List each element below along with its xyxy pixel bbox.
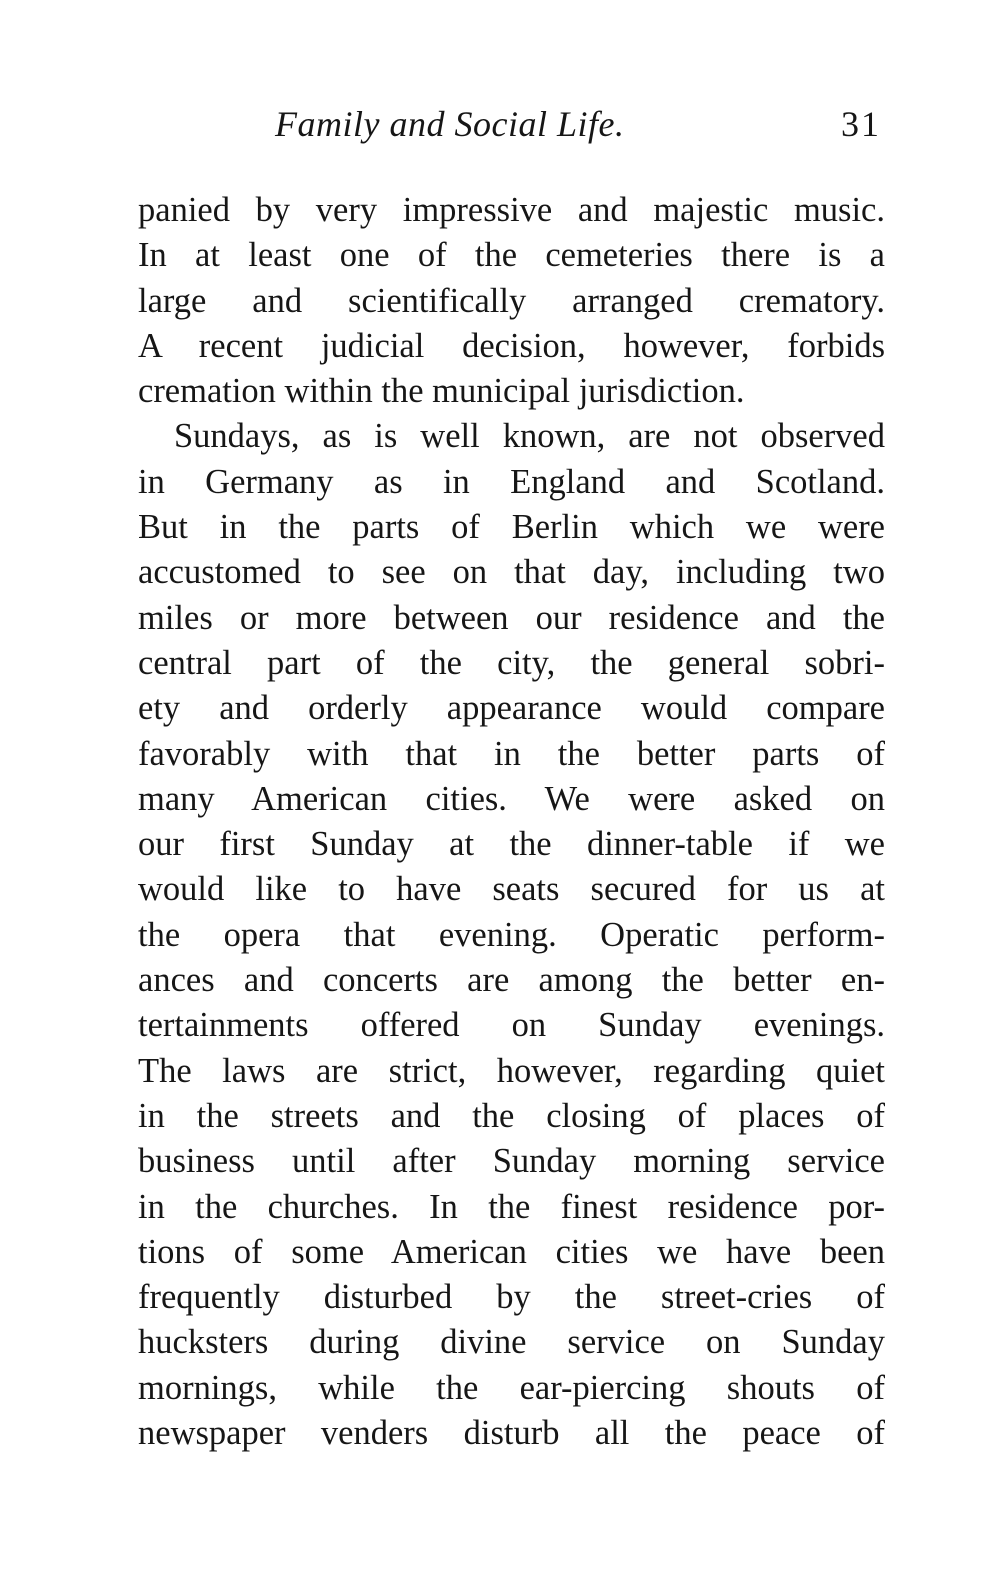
text-line: cremation within the municipal jurisdiction. xyxy=(138,372,745,411)
text-line: accustomed to see on that day, including two xyxy=(138,553,885,592)
page-header xyxy=(138,103,885,153)
text-line: ety and orderly appearance would compare xyxy=(138,689,885,728)
text-line: frequently disturbed by the street-cries of xyxy=(138,1278,885,1317)
page-number: 31 xyxy=(841,104,881,144)
paragraph xyxy=(138,188,885,414)
text-line: central part of the city, the general sobri- xyxy=(138,643,885,682)
text-line: many American cities. We were asked on xyxy=(138,779,885,818)
text-line: In at least one of the cemeteries there is a xyxy=(138,236,885,275)
text-line: panied by very impressive and majestic music. xyxy=(138,191,885,229)
text-line: in the churches. In the finest residence por- xyxy=(138,1187,885,1226)
text-line: would like to have seats secured for us at xyxy=(138,870,885,909)
text-line: tions of some American cities we have been xyxy=(138,1232,885,1271)
text-line: tertainments offered on Sunday evenings. xyxy=(138,1006,885,1045)
text-line: large and scientifically arranged crematory. xyxy=(138,281,885,320)
text-line: The laws are strict, however, regarding quiet xyxy=(138,1051,885,1090)
text-line: business until after Sunday morning service xyxy=(138,1142,885,1181)
text-line: newspaper venders disturb all the peace of xyxy=(138,1414,885,1453)
paragraph xyxy=(138,414,885,1456)
text-line: A recent judicial decision, however, forbids xyxy=(138,326,885,365)
text-line: hucksters during divine service on Sunday xyxy=(138,1323,885,1362)
text-line: favorably with that in the better parts of xyxy=(138,734,885,773)
text-line: our first Sunday at the dinner-table if we xyxy=(138,825,885,864)
running-title: Family and Social Life. xyxy=(275,104,625,144)
text-line: But in the parts of Berlin which we were xyxy=(138,508,885,547)
text-line: in the streets and the closing of places of xyxy=(138,1096,885,1135)
text-line: Sundays, as is well known, are not observed xyxy=(174,417,885,456)
text-line: ances and concerts are among the better en- xyxy=(138,961,885,1000)
text-line: mornings, while the ear-piercing shouts of xyxy=(138,1368,885,1407)
body-text xyxy=(138,188,885,1456)
text-line: in Germany as in England and Scotland. xyxy=(138,462,885,501)
text-line: the opera that evening. Operatic perform- xyxy=(138,915,885,954)
text-line: miles or more between our residence and the xyxy=(138,598,885,637)
